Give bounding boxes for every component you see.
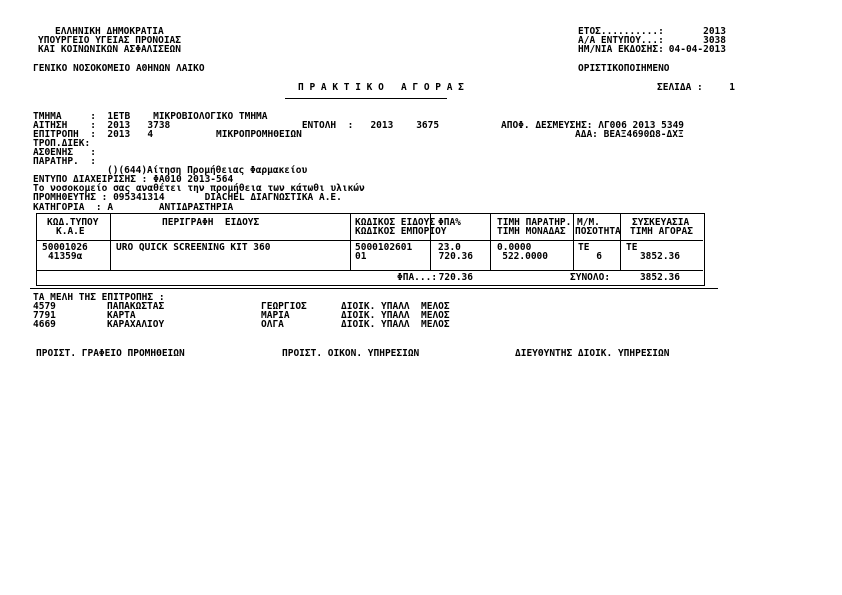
member-firstname: ΓΕΩΡΓΙΟΣ: [261, 301, 307, 312]
cell-description: URO QUICK SCREENING KIT 360: [116, 242, 271, 253]
cell-quantity: 6: [596, 251, 602, 262]
th-type-code: ΚΩΔ.ΤΥΠΟΥ: [47, 217, 99, 228]
detail-remarks-note: ()(644)Αίτηση Προμήθειας Φαρμακείου: [107, 165, 308, 176]
table-outer-bottom-rule: [30, 288, 718, 289]
detail-line-trop-diek: ΤΡΟΠ.ΔΙΕΚ:: [33, 138, 91, 149]
member-surname: ΚΑΡΑΧΑΛΙΟΥ: [107, 319, 165, 330]
gov-line-3: ΚΑΙ ΚΟΙΝΩΝΙΚΩΝ ΑΣΦΑΛΙΣΕΩΝ: [38, 44, 181, 55]
member-surname: ΚΑΡΤΑ: [107, 310, 136, 321]
page-label: ΣΕΛΙΔΑ :: [657, 82, 703, 93]
cell-kae: 41359α: [48, 251, 83, 262]
th-purchase-price: ΤΙΜΗ ΑΓΟΡΑΣ: [630, 226, 693, 237]
issue-date-label: ΗΜ/ΝΙΑ ΕΚΔΟΣΗΣ:: [578, 44, 664, 55]
member-role: ΔΙΟΙΚ. ΥΠΑΛΛ: [341, 310, 410, 321]
member-id: 4669: [33, 319, 56, 330]
member-role: ΔΙΟΙΚ. ΥΠΑΛΛ: [341, 319, 410, 330]
detail-line-supplier: ΠΡΟΜΗΘΕΥΤΗΣ : 095341314 DIACHEL ΔΙΑΓΝΩΣΤΙΚΑ Α.Ε.: [33, 192, 342, 203]
detail-line-request-order: ΑΙΤΗΣΗ : 2013 3738 ΕΝΤΟΛΗ : 2013 3675: [33, 120, 440, 131]
th-quantity: ΠΟΣΟΤΗΤΑ: [575, 226, 621, 237]
commitment-decision: ΑΠΟΦ. ΔΕΣΜΕΥΣΗΣ: ΛΓ006 2013 5349: [501, 120, 685, 131]
th-trade-code: ΚΩΔΙΚΟΣ ΕΜΠΟΡΙΟΥ: [355, 226, 447, 237]
table-body-separator: [36, 270, 703, 271]
th-unit: Μ/Μ.: [577, 217, 600, 228]
year-value: 2013: [703, 26, 726, 37]
form-no-value: 3038: [703, 35, 726, 46]
cell-unit-price: 522.0000: [502, 251, 548, 262]
cell-type-code: 50001026: [42, 242, 88, 253]
cell-purchase-price: 3852.36: [639, 251, 680, 262]
page-value: 1: [729, 82, 735, 93]
page-title: Π Ρ Α Κ Τ Ι Κ Ο Α Γ Ο Ρ Α Σ: [298, 82, 464, 93]
th-vat: ΦΠΑ%: [438, 217, 461, 228]
member-firstname: ΟΛΓΑ: [261, 319, 284, 330]
table-header-separator: [36, 240, 703, 241]
detail-line-patient: ΑΣΘΕΝΗΣ :: [33, 147, 96, 158]
totals-vat-value: 720.36: [438, 272, 473, 283]
table-col-divider-1: [110, 213, 111, 270]
cell-item-code: 5000102601: [355, 242, 413, 253]
cell-unit: ΤΕ: [578, 242, 590, 253]
table-col-divider-5: [573, 213, 574, 270]
member-surname: ΠΑΠΑΚΩΣΤΑΣ: [107, 301, 165, 312]
member-id: 4579: [33, 301, 56, 312]
th-unit-price: ΤΙΜΗ ΜΟΝΑΔΑΣ: [497, 226, 566, 237]
member-firstname: ΜΑΡΙΑ: [261, 310, 290, 321]
ada-code: ΑΔΑ: ΒΕΑΞ4690Ω8-ΔΧΞ: [575, 129, 684, 140]
gov-line-1: ΕΛΛΗΝΙΚΗ ΔΗΜΟΚΡΑΤΙΑ: [55, 26, 164, 37]
hospital-name: ΓΕΝΙΚΟ ΝΟΣΟΚΟΜΕΙΟ ΑΘΗΝΩΝ ΛΑΙΚΟ: [33, 63, 205, 74]
category-line: ΚΑΤΗΓΟΡΙΑ : Α ΑΝΤΙΔΡΑΣΤΗΡΙΑ: [33, 202, 234, 213]
totals-vat-label: ΦΠΑ...:: [397, 272, 438, 283]
member-title: ΜΕΛΟΣ: [421, 319, 450, 330]
cell-trade-code: 01: [355, 251, 367, 262]
th-description: ΠΕΡΙΓΡΑΦΗ ΕΙΔΟΥΣ: [162, 217, 260, 228]
cell-vat-pct: 23.0: [438, 242, 461, 253]
detail-line-remarks: ΠΑΡΑΤΗΡ. :: [33, 156, 96, 167]
detail-line-department: ΤΜΗΜΑ : 1ΕΤΒ ΜΙΚΡΟΒΙΟΛΟΓΙΚΟ ΤΜΗΜΑ: [33, 111, 268, 122]
signature-procurement-office: ΠΡΟΙΣΤ. ΓΡΑΦΕΙΟ ΠΡΟΜΗΘΕΙΩΝ: [36, 348, 185, 359]
member-id: 7791: [33, 310, 56, 321]
year-label: ΕΤΟΣ..........:: [578, 26, 664, 37]
status-badge: ΟΡΙΣΤΙΚΟΠΟΙΗΜΕΝΟ: [578, 63, 670, 74]
th-kae: Κ.Α.Ε: [56, 226, 85, 237]
signature-admin-director: ΔΙΕΥΘΥΝΤΗΣ ΔΙΟΙΚ. ΥΠΗΡΕΣΙΩΝ: [515, 348, 670, 359]
cell-obs-price: 0.0000: [497, 242, 532, 253]
form-no-label: Α/Α ΕΝΤΥΠΟΥ...:: [578, 35, 664, 46]
th-item-code: ΚΩΔΙΚΟΣ ΕΙΔΟΥΣ: [355, 217, 436, 228]
table-col-divider-4: [490, 213, 491, 270]
member-role: ΔΙΟΙΚ. ΥΠΑΛΛ: [341, 301, 410, 312]
totals-total-label: ΣΥΝΟΛΟ:: [570, 272, 611, 283]
detail-line-committee: ΕΠΙΤΡΟΠΗ : 2013 4 ΜΙΚΡΟΠΡΟΜΗΘΕΙΩΝ: [33, 129, 302, 140]
th-package: ΣΥΣΚΕΥΑΣΙΑ: [632, 217, 690, 228]
detail-line-management-form: ΕΝΤΥΠΟ ΔΙΑΧΕΙΡΙΣΗΣ : ΦΑ010 2013-564: [33, 174, 234, 185]
detail-assignment-sentence: Το νοσοκομείο σας αναθέτει την προμήθεια των κάτωθι υλικών: [33, 183, 365, 194]
title-underline: [285, 98, 447, 99]
cell-vat-amount: 720.36: [438, 251, 473, 262]
gov-line-2: ΥΠΟΥΡΓΕΙΟ ΥΓΕΙΑΣ ΠΡΟΝΟΙΑΣ: [38, 35, 181, 46]
member-title: ΜΕΛΟΣ: [421, 301, 450, 312]
th-obs-price: ΤΙΜΗ ΠΑΡΑΤΗΡ.: [497, 217, 572, 228]
issue-date-value: 04-04-2013: [668, 44, 726, 55]
cell-package: ΤΕ: [626, 242, 638, 253]
totals-total-value: 3852.36: [639, 272, 680, 283]
table-col-divider-2: [350, 213, 351, 270]
committee-title: ΤΑ ΜΕΛΗ ΤΗΣ ΕΠΙΤΡΟΠΗΣ :: [33, 292, 165, 303]
table-col-divider-6: [620, 213, 621, 270]
signature-financial-services: ΠΡΟΙΣΤ. ΟΙΚΟΝ. ΥΠΗΡΕΣΙΩΝ: [282, 348, 420, 359]
member-title: ΜΕΛΟΣ: [421, 310, 450, 321]
